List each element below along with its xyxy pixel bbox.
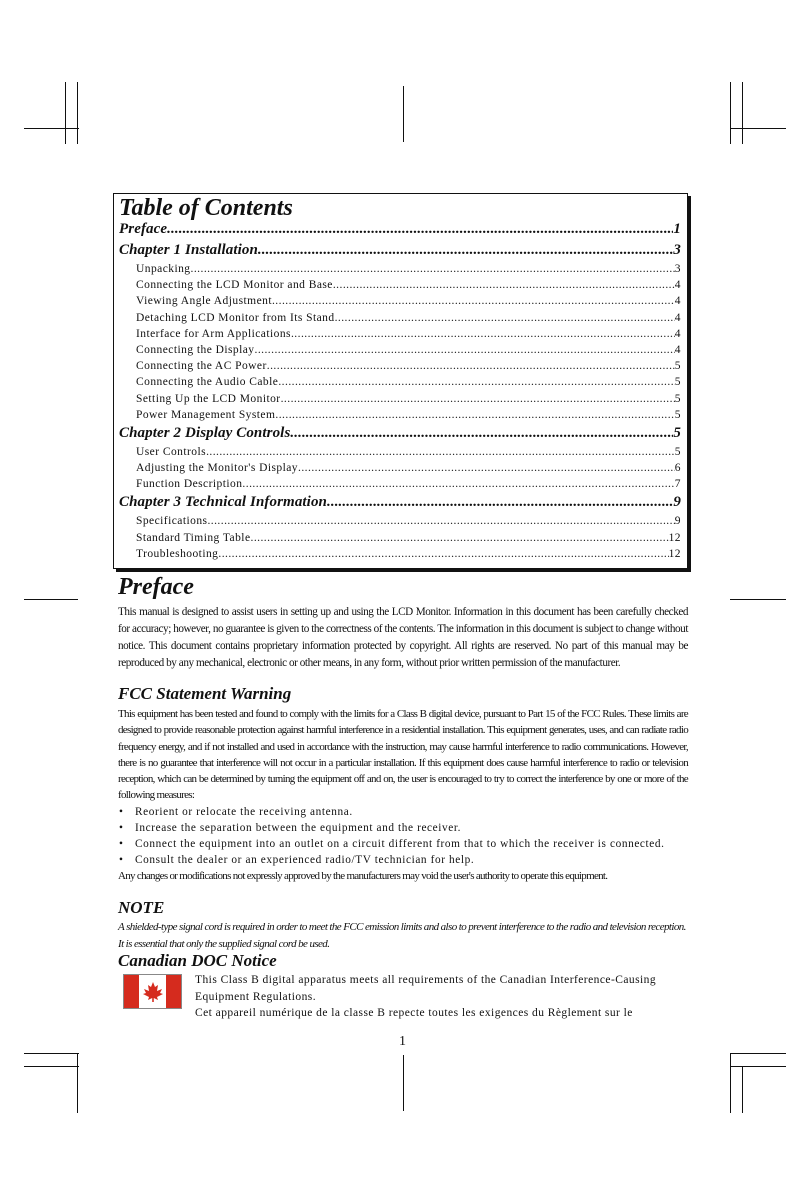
fcc-measure-item: • Increase the separation between the equipment and the receiver.	[118, 820, 688, 836]
toc-leader-dots	[327, 494, 673, 511]
toc-leader-dots	[298, 462, 675, 474]
toc-entry-title: Function Description	[136, 478, 243, 491]
crop-mark	[77, 1053, 78, 1113]
fcc-heading: FCC Statement Warning	[118, 684, 292, 703]
fcc-measures-list	[118, 804, 688, 868]
crop-mark	[730, 599, 786, 600]
maple-leaf-shape	[142, 981, 164, 1003]
toc-entry-title: Preface	[119, 221, 168, 237]
toc-entry-page: 3	[673, 242, 681, 258]
toc-entry-title: Connecting the Display	[136, 343, 255, 356]
toc-leader-dots	[278, 376, 674, 388]
toc-leader-dots	[167, 221, 673, 238]
toc-entry-title: User Controls	[136, 445, 207, 458]
fcc-measure-item: • Reorient or relocate the receiving antenna.	[118, 804, 688, 820]
toc-entry-page: 9	[673, 494, 681, 511]
toc-section-entry	[119, 409, 681, 425]
toc-section-entry	[119, 360, 681, 376]
toc-entry-page: 3	[674, 263, 681, 275]
crop-mark	[24, 1066, 79, 1067]
toc-leader-dots	[267, 360, 675, 372]
fcc-measure-item: • Consult the dealer or an experienced radio/TV technician for help.	[118, 852, 688, 868]
fcc-paragraph: This equipment has been tested and found to comply with the limits for a Class B digital device, pursuant to Part 15 of the FCC Rules. These limits are designed to provide reasonable protection against harmful interference in a residential installation. This equipment generates, uses, and can radiate radio frequency energy, and if not installed and used in accordance with the instruction, may cause harmful interference to radio communications. However, there is no guarantee that interference will not occur in a particular installation. If this equipment does cause harmful interference to radio or television reception, which can be determined by turning the equipment off and on, the user is encouraged to try to correct the interference by one or more of the following measures:	[118, 708, 688, 802]
toc-title: Table of Contents	[119, 195, 293, 221]
toc-entry-title: Chapter 1 Installation	[119, 242, 258, 258]
toc-entry-title: Power Management System	[136, 408, 276, 421]
toc-section-entry	[119, 548, 681, 564]
toc-entry-page: 4	[674, 279, 681, 292]
toc-section-entry	[119, 376, 681, 392]
toc-entry-page: 4	[674, 311, 681, 324]
canadian-notice-text	[195, 972, 695, 1022]
toc-leader-dots	[258, 242, 673, 259]
toc-entry-page: 5	[673, 424, 681, 441]
toc-entry-title: Connecting the Audio Cable	[136, 376, 279, 389]
toc-leader-dots	[207, 515, 674, 527]
crop-mark	[403, 1055, 404, 1111]
crop-mark	[77, 82, 78, 144]
fcc-section	[118, 684, 688, 884]
toc-leader-dots	[272, 295, 675, 307]
fcc-measure-item: • Connect the equipment into an outlet on a circuit different from that to which the receiver is connected.	[118, 836, 688, 852]
toc-leader-dots	[275, 409, 674, 421]
preface-paragraph: This manual is designed to assist users in setting up and using the LCD Monitor. Information in this document has been carefully checked for accuracy; however, no guarantee is given to the correctness of the contents. The information in this document is subject to change without notice. This document contains proprietary information protected by copyright. All rights are reserved. No part of this manual may be reproduced by any mechanical, electronic or other means, in any form, without prior written permission of the manufacturer.	[118, 606, 688, 669]
crop-mark	[24, 599, 78, 600]
canadian-line-english: This Class B digital apparatus meets all requirements of the Canadian Interference-Causing Equipment Regulations.	[195, 974, 657, 1003]
preface-section	[118, 604, 688, 672]
toc-leader-dots	[206, 446, 675, 458]
toc-entry-title: Connecting the AC Power	[136, 360, 267, 373]
fcc-closing: Any changes or modifications not expressly approved by the manufacturers may void the user's authority to operate this equipment.	[118, 869, 608, 882]
canada-flag-icon	[123, 974, 182, 1009]
toc-section-entry	[119, 328, 681, 344]
toc-entry-page: 12	[668, 547, 681, 560]
toc-entry-title: Specifications	[136, 515, 208, 528]
toc-entry-title: Interface for Arm Applications	[136, 327, 291, 340]
toc-entry-title: Chapter 2 Display Controls	[119, 424, 291, 441]
toc-entry-page: 12	[668, 531, 681, 544]
toc-entry-page: 4	[674, 295, 681, 308]
flag-band	[124, 975, 139, 1008]
toc-entry-title: Connecting the LCD Monitor and Base	[136, 279, 333, 292]
toc-chapter-entry	[119, 242, 681, 263]
toc-entry-title: Chapter 3 Technical Information	[119, 494, 327, 511]
crop-mark	[742, 1066, 743, 1113]
toc-leader-dots	[191, 263, 675, 275]
crop-mark	[730, 1066, 786, 1067]
crop-mark	[730, 1053, 731, 1113]
toc-leader-dots	[251, 532, 669, 544]
toc-section-entry	[119, 446, 681, 462]
toc-leader-dots	[281, 393, 675, 405]
table-of-contents	[113, 193, 688, 569]
toc-leader-dots	[290, 425, 673, 442]
toc-entry-title: Unpacking	[136, 263, 191, 275]
toc-section-entry	[119, 478, 681, 494]
toc-section-entry	[119, 462, 681, 478]
toc-entry-page: 5	[674, 445, 681, 458]
canadian-heading-block	[118, 951, 688, 971]
toc-leader-dots	[291, 328, 675, 340]
toc-entry-title: Troubleshooting	[136, 547, 219, 560]
crop-mark	[730, 128, 786, 129]
toc-entry-title: Viewing Angle Adjustment	[136, 295, 272, 308]
toc-entry-page: 6	[674, 462, 681, 475]
toc-entry-page: 5	[674, 376, 681, 389]
toc-section-entry	[119, 515, 681, 531]
flag-band	[166, 975, 181, 1008]
toc-leader-dots	[335, 312, 675, 324]
crop-mark	[65, 82, 66, 144]
crop-mark	[742, 82, 743, 144]
toc-entry-page: 7	[674, 478, 681, 491]
toc-leader-dots	[218, 548, 668, 560]
toc-entry-page: 1	[673, 221, 681, 237]
toc-entry-page: 5	[674, 392, 681, 405]
crop-mark	[730, 82, 731, 144]
toc-section-entry	[119, 532, 681, 548]
crop-mark	[24, 128, 79, 129]
toc-chapter-entry	[119, 221, 681, 242]
toc-chapter-entry	[119, 425, 681, 446]
toc-entry-page: 5	[674, 360, 681, 373]
toc-leader-dots	[333, 279, 675, 291]
maple-leaf-icon	[139, 975, 166, 1008]
toc-section-entry	[119, 312, 681, 328]
toc-section-entry	[119, 263, 681, 279]
crop-mark	[24, 1053, 79, 1054]
note-text: A shielded-type signal cord is required in order to meet the FCC emission limits and also to prevent interference to the radio and television reception. It is essential that only the supplied signal cord be used.	[118, 921, 686, 950]
toc-entry-page: 4	[674, 343, 681, 356]
note-section	[118, 898, 688, 952]
toc-leader-dots	[255, 344, 675, 356]
canadian-heading: Canadian DOC Notice	[118, 951, 277, 970]
toc-leader-dots	[242, 478, 674, 490]
toc-section-entry	[119, 344, 681, 360]
toc-section-entry	[119, 393, 681, 409]
canadian-line-french: Cet appareil numérique de la classe B repecte toutes les exigences du Règlement sur le	[195, 1007, 633, 1019]
toc-entry-title: Adjusting the Monitor's Display	[136, 462, 299, 475]
toc-entry-title: Setting Up the LCD Monitor	[136, 392, 281, 405]
toc-chapter-entry	[119, 494, 681, 515]
note-heading: NOTE	[118, 898, 165, 917]
toc-entry-title: Standard Timing Table	[136, 531, 251, 544]
toc-section-entry	[119, 295, 681, 311]
toc-section-entry	[119, 279, 681, 295]
toc-entry-page: 5	[674, 408, 681, 421]
crop-mark	[730, 1053, 786, 1054]
page-number: 1	[399, 1034, 406, 1049]
toc-entry-title: Detaching LCD Monitor from Its Stand	[136, 311, 335, 324]
toc-list	[119, 221, 681, 564]
crop-mark	[403, 86, 404, 142]
toc-entry-page: 9	[674, 515, 681, 528]
toc-entry-page: 4	[674, 327, 681, 340]
preface-heading: Preface	[118, 574, 194, 600]
